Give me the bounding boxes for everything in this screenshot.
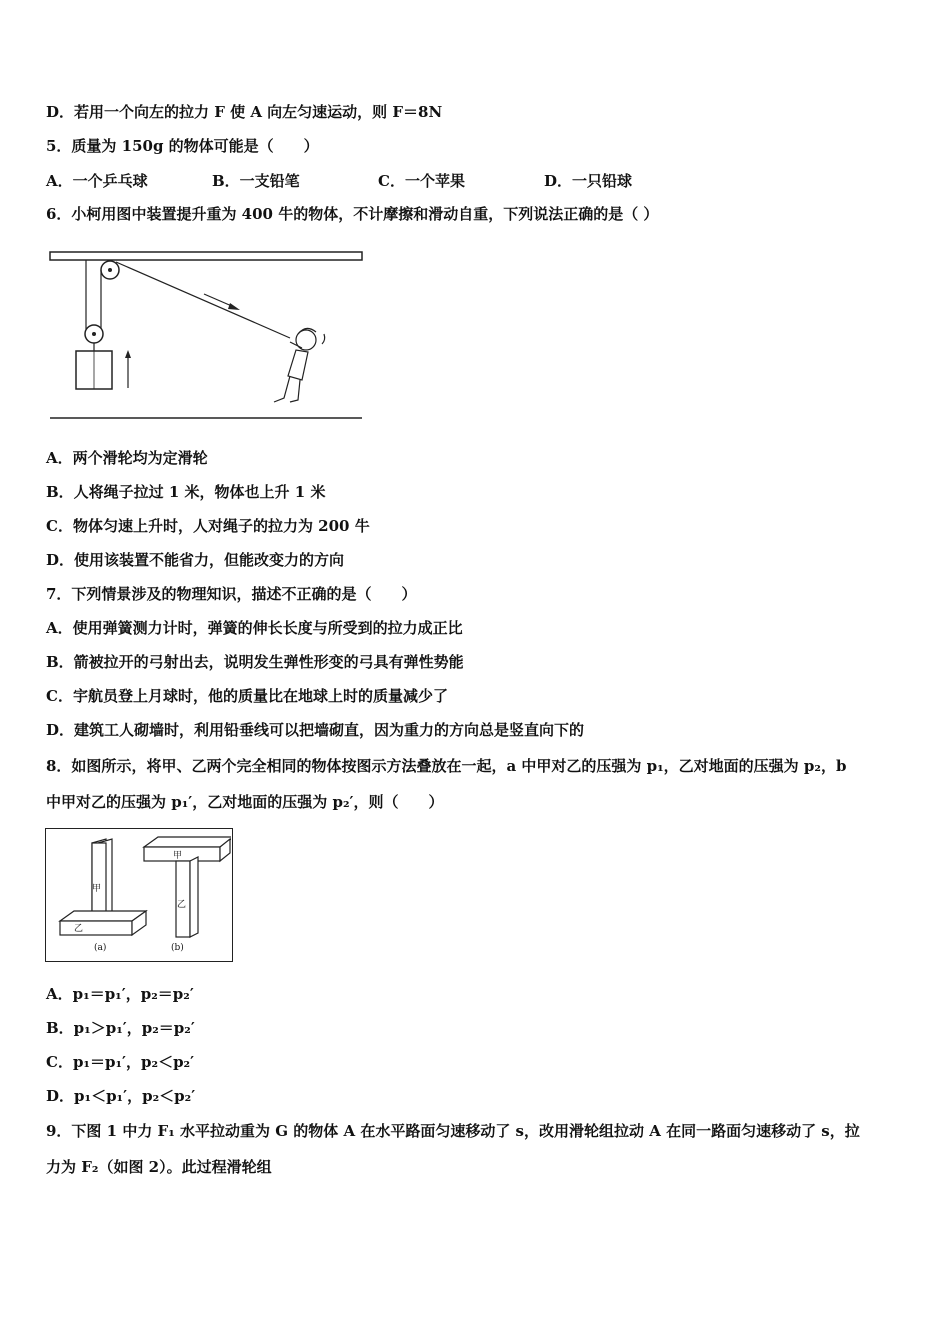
q6-option-c: C．物体匀速上升时，人对绳子的拉力为 200 牛 bbox=[46, 517, 370, 535]
q8-option-a: A．p₁＝p₁′，p₂＝p₂′ bbox=[46, 985, 194, 1003]
label-jia-a: 甲 bbox=[92, 884, 102, 894]
label-a: (a) bbox=[94, 943, 107, 953]
figure-a bbox=[60, 839, 146, 935]
q8-stem-line1: 8．如图所示，将甲、乙两个完全相同的物体按图示方法叠放在一起，a 中甲对乙的压强为 p₁，乙对地面的压强为 p₂，b bbox=[46, 757, 847, 775]
ceiling-beam bbox=[50, 252, 362, 260]
q9-stem-line2: 力为 F₂（如图 2）。此过程滑轮组 bbox=[46, 1158, 272, 1176]
stacked-blocks-figure bbox=[45, 828, 233, 962]
q6-option-b: B．人将绳子拉过 1 米，物体也上升 1 米 bbox=[46, 483, 326, 501]
q5-option-c: C．一个苹果 bbox=[378, 172, 465, 190]
q6-option-d: D．使用该装置不能省力，但能改变力的方向 bbox=[46, 551, 345, 569]
q7-option-a: A．使用弹簧测力计时，弹簧的伸长长度与所受到的拉力成正比 bbox=[46, 619, 463, 637]
q8-option-b: B．p₁＞p₁′，p₂＝p₂′ bbox=[46, 1019, 195, 1037]
q8-stem-line2: 中甲对乙的压强为 p₁′，乙对地面的压强为 p₂′，则（ ） bbox=[46, 793, 444, 811]
q7-option-d: D．建筑工人砌墙时，利用铅垂线可以把墙砌直，因为重力的方向总是竖直向下的 bbox=[46, 721, 585, 739]
q5-option-b: B．一支铅笔 bbox=[212, 172, 300, 190]
pulling-rope bbox=[116, 262, 290, 338]
q8-option-d: D．p₁＜p₁′，p₂＜p₂′ bbox=[46, 1087, 196, 1105]
q6-stem: 6．小柯用图中装置提升重为 400 牛的物体，不计摩擦和滑动自重，下列说法正确的是（ ） bbox=[46, 205, 659, 223]
figure-b bbox=[144, 837, 231, 937]
q5-options bbox=[46, 171, 632, 191]
q5-option-d: D．一只铅球 bbox=[544, 172, 633, 190]
q5-stem: 5．质量为 150g 的物体可能是（ ） bbox=[46, 137, 319, 155]
q8-option-c: C．p₁＝p₁′，p₂＜p₂′ bbox=[46, 1053, 195, 1071]
pulley-figure bbox=[46, 246, 366, 426]
q9-stem-line1: 9．下图 1 中力 F₁ 水平拉动重为 G 的物体 A 在水平路面匀速移动了 s，改用滑轮组拉动 A 在同一路面匀速移动了 s，拉 bbox=[46, 1122, 860, 1140]
q4-option-d: D．若用一个向左的拉力 F 使 A 向左匀速运动，则 F＝8N bbox=[46, 103, 443, 121]
q5-option-a: A．一个乒乓球 bbox=[46, 172, 148, 190]
label-yi-b: 乙 bbox=[177, 900, 187, 910]
q7-option-b: B．箭被拉开的弓射出去，说明发生弹性形变的弓具有弹性势能 bbox=[46, 653, 464, 671]
q7-option-c: C．宇航员登上月球时，他的质量比在地球上时的质量减少了 bbox=[46, 687, 448, 705]
q7-stem: 7．下列情景涉及的物理知识，描述不正确的是（ ） bbox=[46, 585, 417, 603]
q6-option-a: A．两个滑轮均为定滑轮 bbox=[46, 449, 208, 467]
label-b: (b) bbox=[171, 943, 184, 953]
label-yi-a: 乙 bbox=[74, 924, 84, 934]
label-jia-b: 甲 bbox=[173, 851, 183, 861]
person-pulling bbox=[274, 328, 325, 402]
